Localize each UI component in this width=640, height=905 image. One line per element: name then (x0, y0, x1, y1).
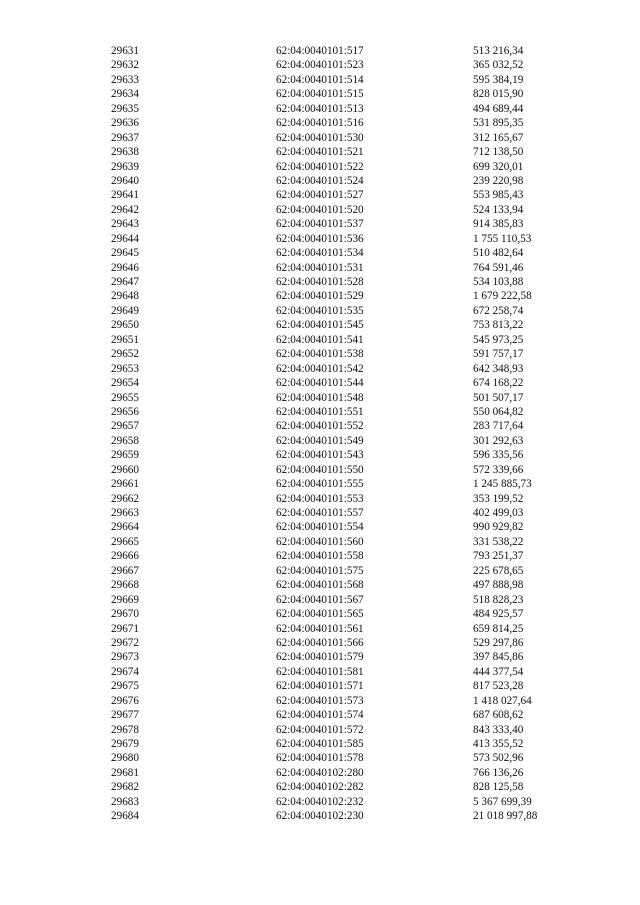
cadastral-number: 62:04:0040101:554 (276, 521, 364, 534)
table-row (0, 261, 640, 275)
row-number: 29669 (111, 593, 139, 606)
table-row (0, 463, 640, 477)
cadastral-value: 553 985,43 (473, 189, 524, 202)
cadastral-number: 62:04:0040101:573 (276, 694, 364, 707)
cadastral-number: 62:04:0040101:534 (276, 247, 364, 260)
cadastral-value: 510 482,64 (473, 247, 524, 260)
cadastral-number: 62:04:0040101:565 (276, 608, 364, 621)
cadastral-value: 990 929,82 (473, 521, 524, 534)
cadastral-number: 62:04:0040101:530 (276, 131, 364, 144)
cadastral-number: 62:04:0040101:531 (276, 261, 364, 274)
cadastral-value: 672 258,74 (473, 304, 524, 317)
row-number: 29647 (111, 276, 139, 288)
cadastral-number: 62:04:0040101:529 (276, 290, 364, 303)
row-number: 29649 (111, 304, 139, 317)
row-number: 29659 (111, 449, 139, 462)
cadastral-value: 1 418 027,64 (473, 694, 532, 707)
row-number: 29672 (111, 636, 139, 649)
table-row (0, 593, 640, 607)
cadastral-number: 62:04:0040101:535 (276, 304, 364, 317)
row-number: 29680 (111, 752, 139, 765)
row-number: 29635 (111, 102, 139, 115)
cadastral-number: 62:04:0040101:566 (276, 636, 364, 649)
row-number: 29682 (111, 781, 139, 794)
table-row (0, 766, 640, 780)
row-number: 29637 (111, 131, 139, 144)
cadastral-value: 353 199,52 (473, 492, 524, 505)
cadastral-number: 62:04:0040101:560 (276, 535, 364, 548)
table-row (0, 448, 640, 462)
cadastral-number: 62:04:0040101:581 (276, 665, 364, 678)
cadastral-value: 501 507,17 (473, 391, 524, 404)
cadastral-value: 712 138,50 (473, 146, 524, 159)
row-number: 29646 (111, 261, 139, 274)
cadastral-value: 817 523,28 (473, 680, 524, 693)
cadastral-value: 497 888,98 (473, 579, 524, 592)
table-row (0, 549, 640, 563)
table-row (0, 506, 640, 520)
row-number: 29658 (111, 434, 139, 447)
cadastral-number: 62:04:0040101:553 (276, 492, 364, 505)
cadastral-number: 62:04:0040101:521 (276, 146, 364, 159)
cadastral-value: 1 679 222,58 (473, 290, 532, 303)
row-number: 29661 (111, 478, 139, 491)
cadastral-value: 534 103,88 (473, 276, 524, 288)
cadastral-number: 62:04:0040101:567 (276, 593, 364, 606)
cadastral-value: 1 755 110,53 (473, 232, 532, 245)
cadastral-value: 484 925,57 (473, 608, 524, 621)
cadastral-number: 62:04:0040101:545 (276, 319, 364, 332)
row-number: 29652 (111, 348, 139, 361)
cadastral-number: 62:04:0040101:549 (276, 434, 364, 447)
cadastral-value: 596 335,56 (473, 449, 524, 462)
table-row (0, 419, 640, 433)
cadastral-value: 674 168,22 (473, 377, 524, 390)
row-number: 29666 (111, 550, 139, 563)
row-number: 29644 (111, 232, 139, 245)
cadastral-number: 62:04:0040101:561 (276, 622, 364, 635)
cadastral-value: 402 499,03 (473, 507, 524, 519)
table-row (0, 145, 640, 159)
row-number: 29640 (111, 174, 139, 187)
cadastral-value: 766 136,26 (473, 766, 524, 779)
row-number: 29634 (111, 88, 139, 101)
row-number: 29681 (111, 766, 139, 779)
row-number: 29670 (111, 608, 139, 621)
table-row (0, 318, 640, 332)
table-row (0, 131, 640, 145)
cadastral-number: 62:04:0040101:523 (276, 59, 364, 72)
cadastral-number: 62:04:0040101:514 (276, 73, 364, 86)
cadastral-value: 5 367 699,39 (473, 795, 532, 808)
cadastral-number: 62:04:0040101:537 (276, 218, 364, 231)
cadastral-value: 753 813,22 (473, 319, 524, 332)
row-number: 29656 (111, 405, 139, 418)
table-row (0, 87, 640, 101)
table-row (0, 622, 640, 636)
table-row (0, 578, 640, 592)
row-number: 29660 (111, 463, 139, 476)
row-number: 29648 (111, 290, 139, 303)
cadastral-value: 239 220,98 (473, 174, 524, 187)
row-number: 29683 (111, 795, 139, 808)
cadastral-number: 62:04:0040101:528 (276, 276, 364, 288)
row-number: 29668 (111, 579, 139, 592)
table-row (0, 636, 640, 650)
table-row (0, 607, 640, 621)
row-number: 29674 (111, 665, 139, 678)
table-row (0, 333, 640, 347)
table-row (0, 232, 640, 246)
cadastral-value: 365 032,52 (473, 59, 524, 72)
row-number: 29677 (111, 709, 139, 722)
table-row (0, 434, 640, 448)
cadastral-number: 62:04:0040101:527 (276, 189, 364, 202)
cadastral-value: 331 538,22 (473, 535, 524, 548)
row-number: 29638 (111, 146, 139, 159)
table-row (0, 188, 640, 202)
cadastral-number: 62:04:0040101:517 (276, 45, 364, 57)
cadastral-value: 572 339,66 (473, 463, 524, 476)
table-row (0, 116, 640, 130)
cadastral-number: 62:04:0040101:516 (276, 117, 364, 130)
row-number: 29678 (111, 723, 139, 736)
table-body (0, 44, 640, 824)
cadastral-number: 62:04:0040101:557 (276, 507, 364, 519)
table-row (0, 694, 640, 708)
table-row (0, 477, 640, 491)
row-number: 29639 (111, 160, 139, 173)
cadastral-value: 914 385,83 (473, 218, 524, 231)
cadastral-number: 62:04:0040101:536 (276, 232, 364, 245)
table-row (0, 564, 640, 578)
cadastral-value: 225 678,65 (473, 564, 524, 577)
cadastral-number: 62:04:0040101:555 (276, 478, 364, 491)
row-number: 29673 (111, 651, 139, 664)
cadastral-value: 283 717,64 (473, 420, 524, 433)
cadastral-value: 494 689,44 (473, 102, 524, 115)
cadastral-number: 62:04:0040101:585 (276, 738, 364, 750)
cadastral-value: 444 377,54 (473, 665, 524, 678)
cadastral-number: 62:04:0040101:578 (276, 752, 364, 765)
table-row (0, 102, 640, 116)
cadastral-value: 413 355,52 (473, 738, 524, 750)
cadastral-value: 529 297,86 (473, 636, 524, 649)
table-row (0, 174, 640, 188)
row-number: 29643 (111, 218, 139, 231)
table-row (0, 304, 640, 318)
row-number: 29675 (111, 680, 139, 693)
table-row (0, 520, 640, 534)
cadastral-number: 62:04:0040102:282 (276, 781, 364, 794)
cadastral-number: 62:04:0040101:544 (276, 377, 364, 390)
table-row (0, 665, 640, 679)
cadastral-number: 62:04:0040101:550 (276, 463, 364, 476)
row-number: 29632 (111, 59, 139, 72)
cadastral-number: 62:04:0040101:542 (276, 362, 364, 375)
cadastral-number: 62:04:0040101:558 (276, 550, 364, 563)
table-row (0, 160, 640, 174)
cadastral-number: 62:04:0040101:571 (276, 680, 364, 693)
table-row (0, 391, 640, 405)
row-number: 29667 (111, 564, 139, 577)
table-row (0, 535, 640, 549)
table-row (0, 217, 640, 231)
cadastral-number: 62:04:0040102:280 (276, 766, 364, 779)
cadastral-value: 793 251,37 (473, 550, 524, 563)
cadastral-value: 699 320,01 (473, 160, 524, 173)
row-number: 29651 (111, 333, 139, 346)
cadastral-number: 62:04:0040101:524 (276, 174, 364, 187)
row-number: 29655 (111, 391, 139, 404)
cadastral-value: 642 348,93 (473, 362, 524, 375)
table-row (0, 275, 640, 289)
cadastral-number: 62:04:0040101:515 (276, 88, 364, 101)
table-row (0, 809, 640, 823)
table-row (0, 73, 640, 87)
row-number: 29662 (111, 492, 139, 505)
cadastral-number: 62:04:0040101:579 (276, 651, 364, 664)
cadastral-number: 62:04:0040101:551 (276, 405, 364, 418)
row-number: 29665 (111, 535, 139, 548)
cadastral-value: 524 133,94 (473, 203, 524, 216)
cadastral-number: 62:04:0040102:230 (276, 810, 364, 823)
cadastral-number: 62:04:0040102:232 (276, 795, 364, 808)
table-row (0, 289, 640, 303)
cadastral-number: 62:04:0040101:513 (276, 102, 364, 115)
row-number: 29633 (111, 73, 139, 86)
table-row (0, 751, 640, 765)
row-number: 29631 (111, 45, 139, 57)
table-row (0, 737, 640, 751)
cadastral-number: 62:04:0040101:575 (276, 564, 364, 577)
cadastral-value: 513 216,34 (473, 45, 524, 57)
row-number: 29645 (111, 247, 139, 260)
cadastral-value: 573 502,96 (473, 752, 524, 765)
cadastral-value: 1 245 885,73 (473, 478, 532, 491)
row-number: 29653 (111, 362, 139, 375)
table-row (0, 723, 640, 737)
row-number: 29636 (111, 117, 139, 130)
row-number: 29654 (111, 377, 139, 390)
cadastral-value: 545 973,25 (473, 333, 524, 346)
table-row (0, 246, 640, 260)
cadastral-value: 659 814,25 (473, 622, 524, 635)
cadastral-number: 62:04:0040101:572 (276, 723, 364, 736)
cadastral-number: 62:04:0040101:538 (276, 348, 364, 361)
table-row (0, 795, 640, 809)
table-row (0, 708, 640, 722)
row-number: 29671 (111, 622, 139, 635)
cadastral-number: 62:04:0040101:522 (276, 160, 364, 173)
table-row (0, 376, 640, 390)
cadastral-value: 687 608,62 (473, 709, 524, 722)
row-number: 29679 (111, 738, 139, 750)
row-number: 29663 (111, 507, 139, 519)
table-row (0, 492, 640, 506)
table-row (0, 44, 640, 58)
cadastral-number: 62:04:0040101:548 (276, 391, 364, 404)
cadastral-number: 62:04:0040101:543 (276, 449, 364, 462)
cadastral-value: 764 591,46 (473, 261, 524, 274)
table-row (0, 203, 640, 217)
table-row (0, 347, 640, 361)
cadastral-number: 62:04:0040101:574 (276, 709, 364, 722)
cadastral-value: 828 125,58 (473, 781, 524, 794)
table-row (0, 58, 640, 72)
cadastral-number: 62:04:0040101:552 (276, 420, 364, 433)
row-number: 29657 (111, 420, 139, 433)
table-row (0, 679, 640, 693)
row-number: 29676 (111, 694, 139, 707)
row-number: 29684 (111, 810, 139, 823)
row-number: 29641 (111, 189, 139, 202)
cadastral-number: 62:04:0040101:520 (276, 203, 364, 216)
table-row (0, 780, 640, 794)
cadastral-value: 531 895,35 (473, 117, 524, 130)
cadastral-value: 312 165,67 (473, 131, 524, 144)
table-row (0, 405, 640, 419)
table-row (0, 362, 640, 376)
cadastral-number: 62:04:0040101:568 (276, 579, 364, 592)
cadastral-value: 301 292,63 (473, 434, 524, 447)
cadastral-value: 591 757,17 (473, 348, 524, 361)
cadastral-value: 595 384,19 (473, 73, 524, 86)
cadastral-value: 518 828,23 (473, 593, 524, 606)
cadastral-number: 62:04:0040101:541 (276, 333, 364, 346)
cadastral-value: 843 333,40 (473, 723, 524, 736)
row-number: 29664 (111, 521, 139, 534)
row-number: 29650 (111, 319, 139, 332)
cadastral-value: 21 018 997,88 (473, 810, 538, 823)
cadastral-value: 828 015,90 (473, 88, 524, 101)
row-number: 29642 (111, 203, 139, 216)
table-row (0, 650, 640, 664)
cadastral-value: 397 845,86 (473, 651, 524, 664)
cadastral-value: 550 064,82 (473, 405, 524, 418)
